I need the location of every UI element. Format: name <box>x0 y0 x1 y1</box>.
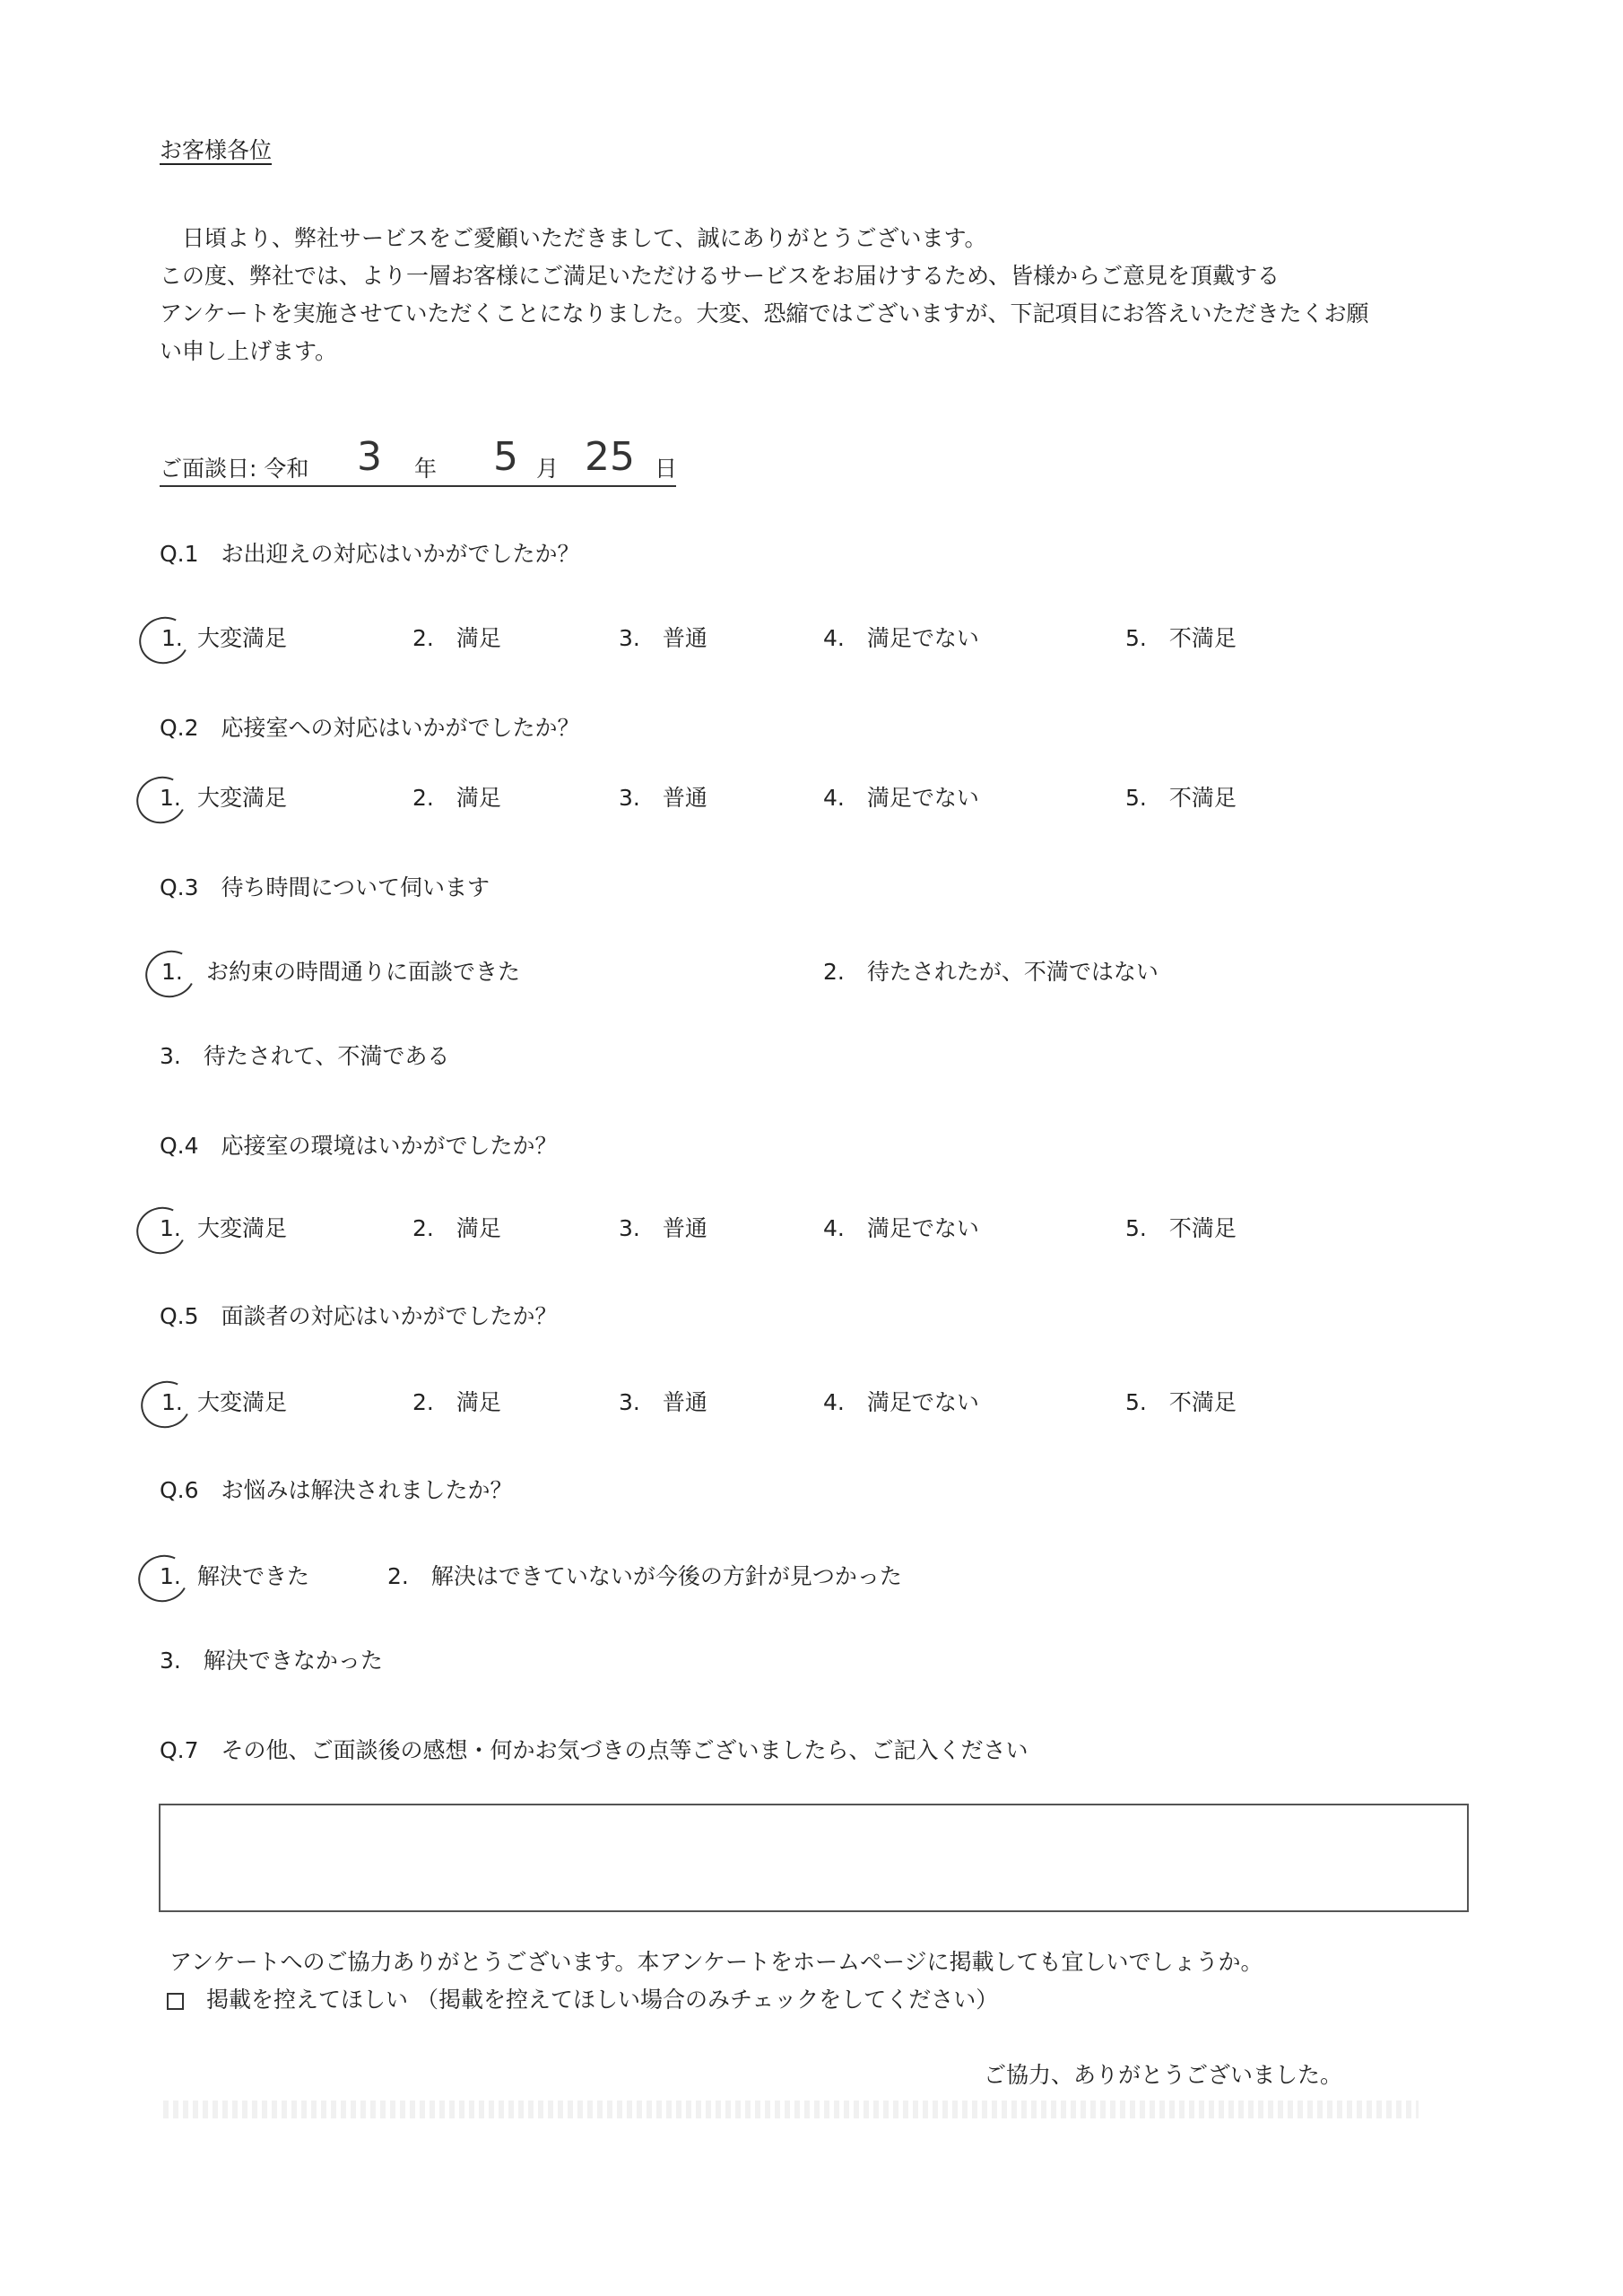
intro-line-3: アンケートを実施させていただくことになりました。大変、恐縮ではございますが、下記項目にお答えいただきたくお願 <box>160 300 1369 326</box>
publish-opt-out-checkbox[interactable] <box>167 1993 184 2010</box>
q2-option-1-number[interactable]: 1. <box>160 785 181 811</box>
q3-option-1-text[interactable]: お約束の時間通りに面談できた <box>206 959 521 985</box>
q2-option-3[interactable]: 3. 普通 <box>619 785 707 811</box>
q5-option-3[interactable]: 3. 普通 <box>619 1389 707 1415</box>
q2-option-2[interactable]: 2. 満足 <box>412 785 501 811</box>
date-label: ご面談日: 令和 <box>160 456 309 482</box>
q4-label: Q.4 応接室の環境はいかがでしたか？ <box>160 1133 558 1159</box>
q6-option-1-text[interactable]: 解決できた <box>197 1563 310 1589</box>
q6-label: Q.6 お悩みは解決されましたか？ <box>160 1477 513 1503</box>
q3-label: Q.3 待ち時間について伺います <box>160 874 490 900</box>
q6-option-2[interactable]: 2. 解決はできていないが今後の方針が見つかった <box>387 1563 902 1589</box>
q4-option-3[interactable]: 3. 普通 <box>619 1215 707 1241</box>
q2-option-4[interactable]: 4. 満足でない <box>823 785 979 811</box>
intro-line-2: この度、弊社では、より一層お客様にご満足いただけるサービスをお届けするため、皆様からご意見を頂戴する <box>160 263 1280 289</box>
q5-option-5[interactable]: 5. 不満足 <box>1125 1389 1237 1415</box>
q6-option-1-number[interactable]: 1. <box>160 1563 181 1589</box>
date-day-unit: 日 <box>655 456 678 482</box>
q3-option-1-number[interactable]: 1. <box>161 959 183 985</box>
q4-option-4[interactable]: 4. 満足でない <box>823 1215 979 1241</box>
q3-option-2[interactable]: 2. 待たされたが、不満ではない <box>823 959 1159 985</box>
publish-opt-out-note: （掲載を控えてほしい場合のみチェックをしてください） <box>416 1987 999 2013</box>
q1-option-4[interactable]: 4. 満足でない <box>823 625 979 651</box>
q1-label: Q.1 お出迎えの対応はいかがでしたか？ <box>160 541 580 567</box>
q2-label: Q.2 応接室への対応はいかがでしたか？ <box>160 715 580 741</box>
intro-line-4: い申し上げます。 <box>160 338 338 364</box>
date-year-handwritten: 3 <box>357 434 382 480</box>
q4-option-1-text[interactable]: 大変満足 <box>197 1215 288 1241</box>
q5-option-2[interactable]: 2. 満足 <box>412 1389 501 1415</box>
greeting: お客様各位 <box>160 137 273 163</box>
q4-option-5[interactable]: 5. 不満足 <box>1125 1215 1237 1241</box>
q6-option-3[interactable]: 3. 解決できなかった <box>160 1648 383 1674</box>
q5-label: Q.5 面談者の対応はいかがでしたか？ <box>160 1303 558 1329</box>
q1-option-3[interactable]: 3. 普通 <box>619 625 707 651</box>
date-underline <box>160 485 676 487</box>
q7-comment-box[interactable] <box>159 1804 1469 1912</box>
q5-option-4[interactable]: 4. 満足でない <box>823 1389 979 1415</box>
q1-option-1-text[interactable]: 大変満足 <box>197 625 288 651</box>
publish-question: アンケートへのご協力ありがとうございます。本アンケートをホームページに掲載しても宜しいでしょうか。 <box>169 1949 1263 1975</box>
q4-option-2[interactable]: 2. 満足 <box>412 1215 501 1241</box>
q5-option-1-number[interactable]: 1. <box>161 1389 183 1415</box>
q2-option-5[interactable]: 5. 不満足 <box>1125 785 1237 811</box>
q5-option-1-text[interactable]: 大変満足 <box>197 1389 288 1415</box>
q1-option-1-number[interactable]: 1. <box>161 625 183 651</box>
q2-option-1-text[interactable]: 大変満足 <box>197 785 288 811</box>
closing-message: ご協力、ありがとうございました。 <box>984 2062 1343 2088</box>
q1-option-2[interactable]: 2. 満足 <box>412 625 501 651</box>
intro-line-1: 日頃より、弊社サービスをご愛顧いただきまして、誠にありがとうございます。 <box>182 225 987 251</box>
q1-option-5[interactable]: 5. 不満足 <box>1125 625 1237 651</box>
date-day-handwritten: 25 <box>585 434 635 480</box>
q4-option-1-number[interactable]: 1. <box>160 1215 181 1241</box>
q7-label: Q.7 その他、ご面談後の感想・何かお気づきの点等ございましたら、ご記入ください <box>160 1737 1028 1763</box>
q3-option-3[interactable]: 3. 待たされて、不満である <box>160 1043 450 1069</box>
publish-opt-out-label: 掲載を控えてほしい <box>206 1987 409 2013</box>
date-month-handwritten: 5 <box>493 434 518 480</box>
date-year-unit: 年 <box>414 456 438 482</box>
date-month-unit: 月 <box>536 456 560 482</box>
bleed-through-noise <box>163 2100 1419 2118</box>
